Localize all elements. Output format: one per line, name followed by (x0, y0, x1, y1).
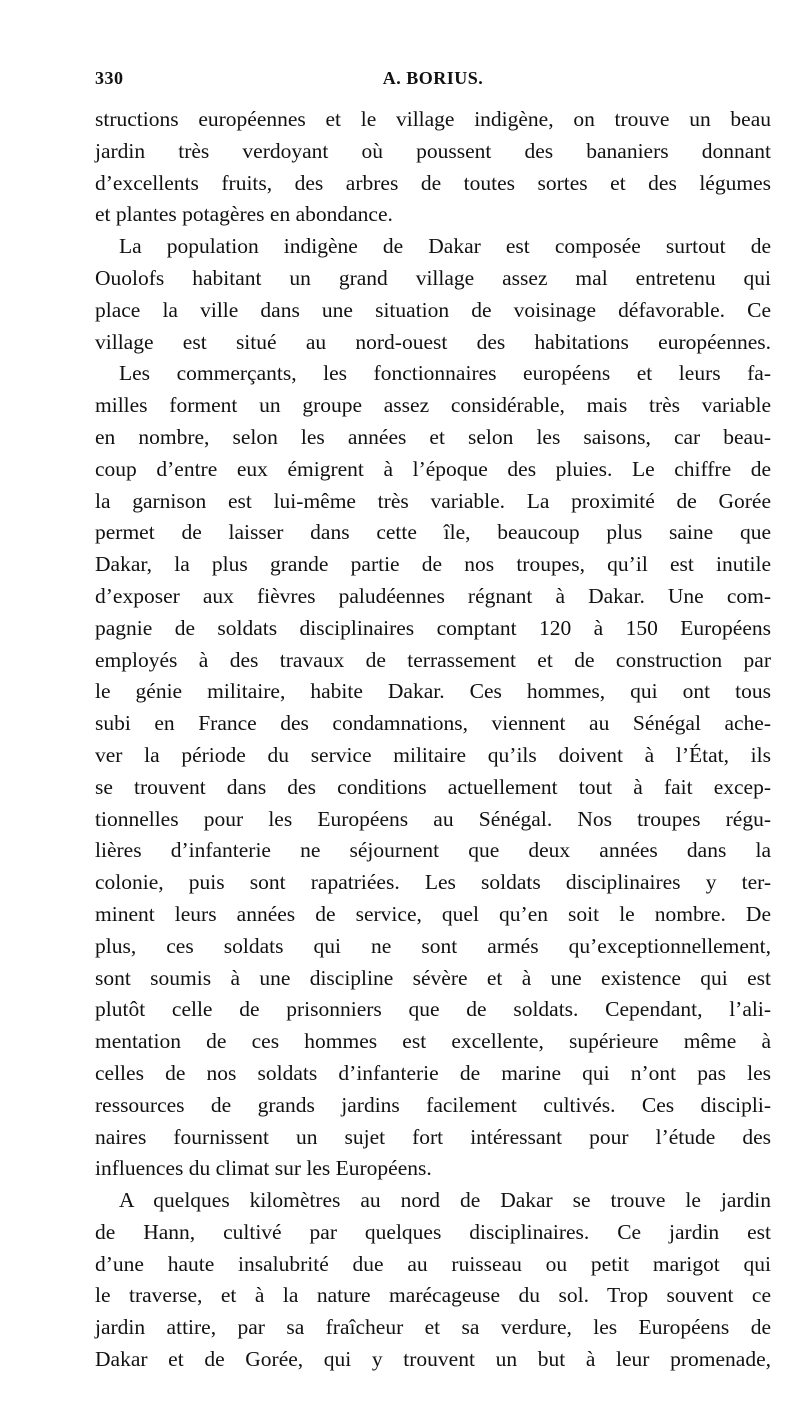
text-line: mentation de ces hommes est excellente, supérieure même à (95, 1029, 771, 1054)
text-line: d’exposer aux fièvres paludéennes régnant à Dakar. Une com- (95, 583, 771, 608)
text-line: village est situé au nord-ouest des habitations européennes. (95, 329, 771, 354)
text-line: d’une haute insalubrité due au ruisseau ou petit marigot qui (95, 1251, 771, 1276)
text-line: plutôt celle de prisonniers que de soldats. Cependant, l’ali- (95, 997, 771, 1022)
text-line: plus, ces soldats qui ne sont armés qu’exceptionnellement, (95, 933, 771, 958)
text-line: La population indigène de Dakar est composée surtout de (119, 234, 771, 259)
text-line: Dakar, la plus grande partie de nos troupes, qu’il est inutile (95, 552, 771, 577)
text-line: d’excellents fruits, des arbres de toutes sortes et des légumes (95, 170, 771, 195)
body-text (95, 104, 771, 1376)
text-line: Les commerçants, les fonctionnaires européens et leurs fa- (119, 361, 771, 386)
text-line: se trouvent dans des conditions actuellement tout à fait excep- (95, 774, 771, 799)
text-line: jardin attire, par sa fraîcheur et sa verdure, les Européens de (95, 1315, 771, 1340)
text-line: Dakar et de Gorée, qui y trouvent un but à leur promenade, (95, 1347, 771, 1372)
text-line: lières d’infanterie ne séjournent que deux années dans la (95, 838, 771, 863)
text-line: la garnison est lui-même très variable. La proximité de Gorée (95, 488, 771, 513)
text-line: A quelques kilomètres au nord de Dakar se trouve le jardin (119, 1188, 771, 1213)
text-line: structions européennes et le village indigène, on trouve un beau (95, 107, 771, 131)
text-line: celles de nos soldats d’infanterie de marine qui n’ont pas les (95, 1060, 771, 1085)
text-line: en nombre, selon les années et selon les saisons, car beau- (95, 424, 771, 449)
text-line: coup d’entre eux émigrent à l’époque des pluies. Le chiffre de (95, 456, 771, 481)
text-line: et plantes potagères en abondance. (95, 202, 393, 227)
running-header (95, 60, 771, 100)
text-line: le génie militaire, habite Dakar. Ces hommes, qui ont tous (95, 679, 771, 704)
text-line: place la ville dans une situation de voisinage défavorable. Ce (95, 297, 771, 322)
text-line: pagnie de soldats disciplinaires comptant 120 à 150 Européens (95, 615, 771, 640)
text-line: subi en France des condamnations, viennent au Sénégal ache- (95, 711, 771, 736)
text-line: tionnelles pour les Européens au Sénégal. Nos troupes régu- (95, 806, 771, 831)
text-line: naires fournissent un sujet fort intéressant pour l’étude des (95, 1124, 771, 1149)
text-line: le traverse, et à la nature marécageuse du sol. Trop souvent ce (95, 1283, 771, 1308)
page-number: 330 (95, 68, 124, 88)
text-line: permet de laisser dans cette île, beaucoup plus saine que (95, 520, 771, 545)
text-line: de Hann, cultivé par quelques disciplinaires. Ce jardin est (95, 1219, 771, 1244)
text-line: sont soumis à une discipline sévère et à une existence qui est (95, 965, 771, 990)
text-line: employés à des travaux de terrassement et de construction par (95, 647, 771, 672)
text-line: colonie, puis sont rapatriées. Les soldats disciplinaires y ter- (95, 870, 771, 895)
text-line: jardin très verdoyant où poussent des bananiers donnant (95, 138, 771, 163)
text-line: Ouolofs habitant un grand village assez mal entretenu qui (95, 265, 771, 290)
text-line: influences du climat sur les Européens. (95, 1156, 432, 1181)
text-line: milles forment un groupe assez considérable, mais très variable (95, 393, 771, 418)
book-page (95, 60, 771, 1376)
text-line: minent leurs années de service, quel qu’en soit le nombre. De (95, 901, 771, 926)
text-line: ressources de grands jardins facilement cultivés. Ces discipli- (95, 1092, 771, 1117)
text-line: ver la période du service militaire qu’ils doivent à l’État, ils (95, 742, 771, 767)
running-title: A. BORIUS. (382, 68, 484, 88)
